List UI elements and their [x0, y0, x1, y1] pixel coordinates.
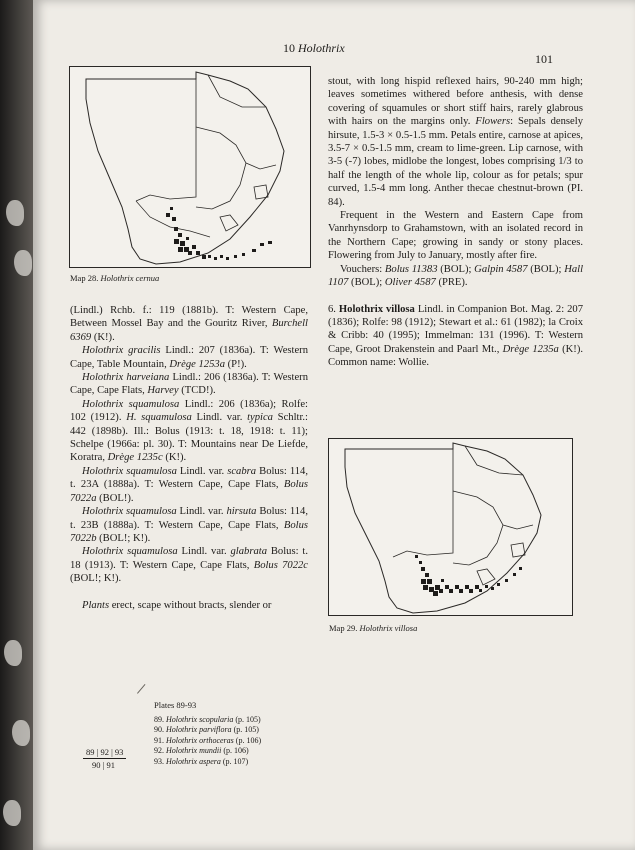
cover-flower-decoration — [14, 250, 32, 276]
cover-flower-decoration — [4, 640, 22, 666]
plate-layout-key — [83, 747, 126, 770]
plate-item: 90. Holothrix parviflora (p. 105) — [154, 725, 259, 735]
synonym-paragraph: Holothrix squamulosa Lindl. var. scabra Bolus: 114, t. 23A (1888a). T: Western Cape, Cape Flats, Bolus 7022a (BOL!). — [70, 465, 308, 504]
citation-paragraph: (Lindl.) Rchb. f.: 119 (1881b). T: Western Cape, Between Mossel Bay and the Gouritz River, Burchell 6369 (K!). — [70, 305, 308, 343]
book-page — [33, 0, 635, 850]
plate-item: 92. Holothrix mundii (p. 106) — [154, 746, 249, 756]
map-28 — [69, 66, 311, 268]
vouchers-paragraph: Vouchers: Bolus 11383 (BOL); Galpin 4587 (BOL); Hall 1107 (BOL); Oliver 4587 (PRE). — [328, 263, 584, 289]
plates-list — [154, 715, 261, 767]
cover-flower-decoration — [3, 800, 21, 826]
map-28-caption: Map 28. Holothrix cernua — [70, 273, 160, 283]
map-29-caption: Map 29. Holothrix villosa — [329, 623, 418, 633]
map-29 — [328, 438, 573, 616]
pencil-mark — [137, 684, 147, 695]
synonym-paragraph: Holothrix squamulosa Lindl.: 206 (1836a); Rolfe: 102 (1912). H. squamulosa Lindl. var. typica Schltr.: 442 (1898b). Ill.: Bolus (1913: t. 18, 1918: t. 11); Schelpe (1966a: pl. 30). T: Mountains near De Liefde, Koratra, Drège 1235c (K!). — [70, 398, 308, 464]
plate-key-row-bottom: 90 | 91 — [92, 760, 115, 770]
synonym-paragraph: Holothrix squamulosa Lindl. var. glabrata Bolus: t. 18 (1913). T: Western Cape, Cape Flats, Bolus 7022c (BOL!; K!). — [70, 546, 309, 585]
plate-key-row-top: 89 | 92 | 93 — [83, 747, 126, 759]
genus-title: Holothrix — [298, 41, 345, 55]
plate-item: 91. Holothrix orthoceras (p. 106) — [154, 735, 262, 745]
description-paragraph: Plants erect, scape without bracts, slender or — [82, 599, 272, 611]
synonym-paragraph: Holothrix harveiana Lindl.: 206 (1836a). T: Western Cape, Cape Flats, Harvey (TCD!). — [70, 372, 308, 397]
plate-item: 93. Holothrix aspera (p. 107) — [154, 756, 249, 766]
synonym-paragraph: Holothrix gracilis Lindl.: 207 (1836a). T: Western Cape, Table Mountain, Drège 1253a (P!). — [70, 345, 309, 370]
description-paragraph: stout, with long hispid reflexed hairs, 90-240 mm high; leaves sometimes withered before anthesis, with dense covering of squamules or short stiff hairs, rarely glabrous with hairs on the margins only. Flowers: Sepals densely hirsute, 1.5-3 × 0.5-1.5 mm. Petals entire, carnose at apices, 3.5-7 × 0.5-1.5 mm, cream to lime-green. Lip carnose, with 3-5 (-7) lobes, midlobe the longest, lobes comprising 1/3 to half the length of the whole lip, colour as for petals; spur curved, 1.5-4 mm long. Anther thecae chestnut-brown (PI. 84). — [328, 76, 584, 208]
page-number: 101 — [535, 52, 553, 66]
right-column-text — [328, 75, 583, 370]
running-header — [283, 41, 345, 56]
distribution-paragraph: Frequent in the Western and Eastern Cape from Vanrhynsdorp to Grahamstown, with an isolated record in the Northern Cape; growing in sandy or stony places. Flowering from July to January, mostly after fire. — [328, 210, 583, 262]
plates-title: Plates 89-93 — [154, 700, 197, 710]
plate-item: 89. Holothrix scopularia (p. 105) — [154, 715, 261, 724]
map-28-drawing — [70, 67, 310, 267]
synonym-paragraph: Holothrix squamulosa Lindl. var. hirsuta Bolus: 114, t. 23B (1888a). T: Western Cape, Cape Flats, Bolus 7022b (BOL!; K!). — [70, 506, 308, 544]
map-29-drawing — [329, 439, 572, 615]
left-column-text — [70, 304, 308, 612]
species-heading-paragraph: 6. Holothrix villosa Lindl. in Companion Bot. Mag. 2: 207 (1836); Rolfe: 98 (1912); Stewart et al.: 61 (1982); la Croix & Cribb: 40 (1995); Immelman: 131 (1996). T: Western Cape, Groot Drakenstein and Paarl Mt., Drège 1235a (K!). Common name: Wollie. — [328, 303, 584, 369]
chapter-number: 10 — [283, 41, 295, 55]
cover-flower-decoration — [12, 720, 30, 746]
cover-flower-decoration — [6, 200, 24, 226]
